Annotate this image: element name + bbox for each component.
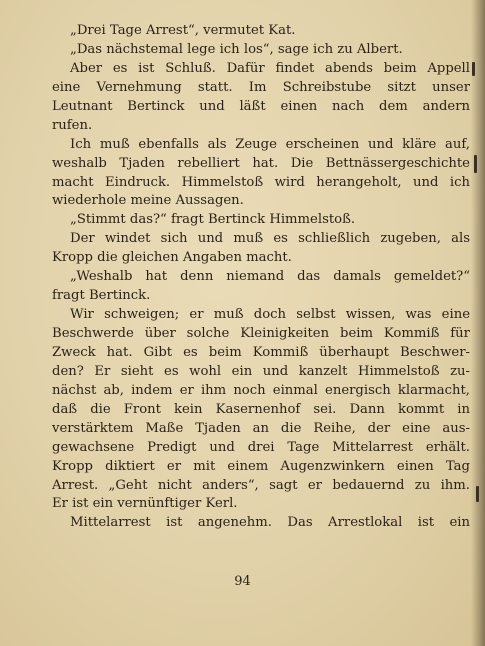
text-line: Aber es ist Schluß. Dafür findet abends beim Appell [70, 60, 470, 76]
text-line: Er ist ein vernünftiger Kerl. [52, 496, 238, 512]
edge-mark [472, 62, 475, 76]
text-line: „Drei Tage Arrest“, vermutet Kat. [70, 23, 296, 38]
text-line: Ich muß ebenfalls als Zeuge erscheinen und kläre auf, [70, 136, 470, 152]
text-line: „Weshalb hat denn niemand das damals gemeldet?“ [70, 269, 470, 285]
text-line: Leutnant Bertinck und läßt einen nach dem andern [52, 98, 470, 114]
text-line: nächst ab, indem er ihm noch einmal energisch klarmacht, [52, 382, 470, 398]
text-line: „Das nächstemal lege ich los“, sage ich zu Albert. [70, 41, 403, 57]
text-line: Arrest. „Geht nicht anders“, sagt er bedauernd zu ihm. [52, 477, 470, 493]
page-edge-shadow [471, 0, 485, 646]
text-line: Kropp diktiert er mit einem Augenzwinkern einen Tag [52, 458, 470, 474]
text-line: fragt Bertinck. [52, 288, 151, 304]
text-line: wiederhole meine Aussagen. [52, 193, 244, 209]
text-line: Beschwerde über solche Kleinigkeiten beim Kommiß für [52, 326, 470, 341]
edge-mark [476, 486, 479, 502]
text-line: „Stimmt das?“ fragt Bertinck Himmelstoß. [70, 212, 356, 228]
text-line: Der windet sich und muß es schließlich zugeben, als [70, 231, 470, 247]
text-line: daß die Front kein Kasernenhof sei. Dann kommt in [52, 401, 470, 417]
text-line: macht Eindruck. Himmelstoß wird herangeholt, und ich [52, 174, 470, 190]
text-line: verstärktem Maße Tjaden an die Reihe, der eine aus- [52, 420, 470, 436]
text-line: Mittelarrest ist angenehm. Das Arrestlokal ist ein [70, 515, 470, 531]
text-line: gewachsene Predigt und drei Tage Mittelarrest erhält. [52, 439, 470, 455]
text-line: rufen. [52, 117, 93, 133]
body-text [52, 22, 470, 533]
page-number: 94 [234, 574, 251, 589]
text-line: weshalb Tjaden rebelliert hat. Die Bettnässergeschichte [52, 155, 470, 171]
text-line: den? Er sieht es wohl ein und kanzelt Himmelstoß zu- [52, 363, 470, 379]
text-line: eine Vernehmung statt. Im Schreibstube sitzt unser [52, 79, 470, 95]
text-line: Zweck hat. Gibt es beim Kommiß überhaupt Beschwer- [52, 344, 470, 360]
text-line: Wir schweigen; er muß doch selbst wissen, was eine [70, 307, 470, 323]
text-line: Kropp die gleichen Angaben macht. [52, 250, 292, 266]
edge-mark [474, 155, 477, 173]
